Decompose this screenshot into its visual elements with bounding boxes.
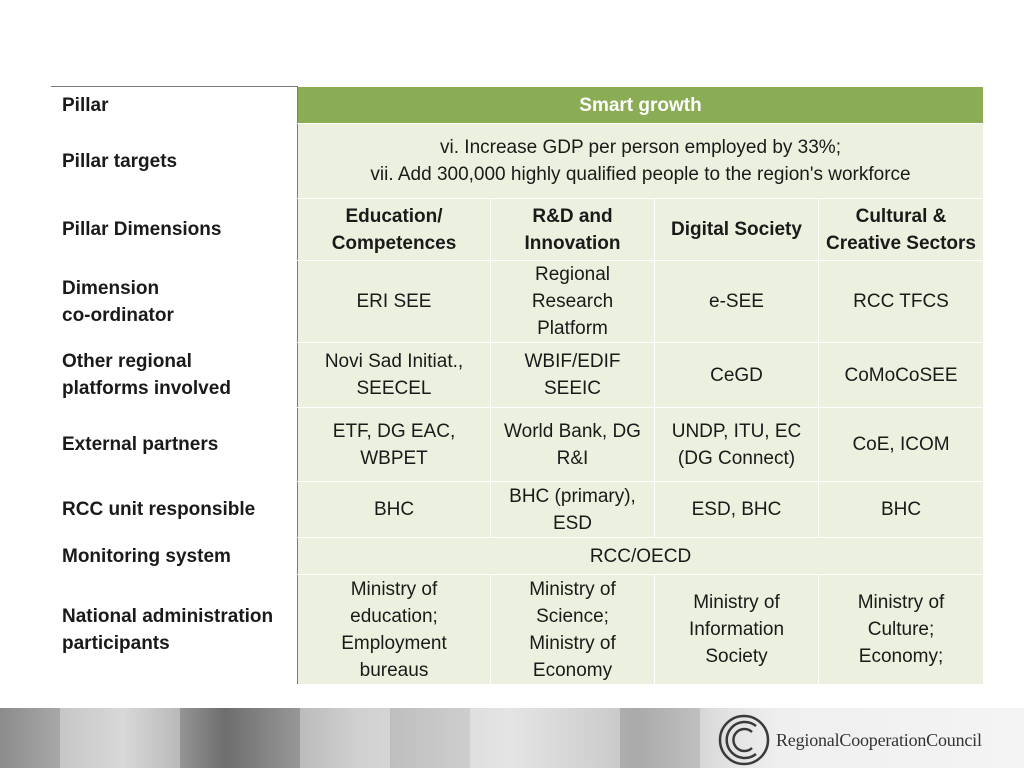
- cell-line: BHC: [373, 499, 415, 520]
- cell-line: Culture;: [867, 619, 935, 640]
- row-external-partners: [52, 408, 984, 482]
- cell-line: CeGD: [710, 364, 763, 386]
- cell-line: ESD, BHC: [691, 499, 782, 520]
- national-cell: [298, 575, 491, 685]
- cell-line: Other regional: [62, 351, 192, 372]
- cell-line: RCC TFCS: [853, 291, 949, 312]
- platform-cell: [819, 343, 984, 408]
- cell-line: Dimension: [62, 277, 160, 299]
- target-line: vi. Increase GDP per person employed by 33%;: [440, 137, 841, 158]
- cell-line: Creative Sectors: [826, 232, 976, 254]
- cell-line: ETF, DG EAC, WBPET: [332, 420, 456, 469]
- unit-responsible-label: RCC unit responsible: [52, 482, 298, 538]
- cell-line: Information: [688, 619, 785, 640]
- cell-line: Society: [705, 646, 768, 667]
- cell-line: Employment: [341, 632, 447, 654]
- other-platforms-label: [52, 343, 298, 408]
- cell-line: R&D and: [532, 205, 613, 227]
- dimension-cell: [491, 199, 655, 261]
- platform-cell: [298, 343, 491, 408]
- cell-line: Platform: [537, 318, 608, 339]
- cell-line: BHC: [880, 499, 922, 520]
- coordinator-cell: [655, 261, 819, 343]
- cell-line: BHC (primary),: [509, 485, 636, 507]
- row-national: [52, 575, 984, 685]
- cell-line: ERI SEE: [356, 291, 432, 312]
- cell-line: education;: [350, 605, 438, 627]
- cell-line: Ministry of: [857, 592, 945, 613]
- targets-value: [298, 124, 984, 199]
- cell-line: National administration: [62, 605, 274, 627]
- partner-cell: [491, 408, 655, 482]
- dimensions-label: Pillar Dimensions: [52, 199, 298, 261]
- dimension-cell: [819, 199, 984, 261]
- external-partners-label: External partners: [52, 408, 298, 482]
- row-unit-responsible: [52, 482, 984, 538]
- cell-line: Ministry of: [529, 578, 616, 600]
- partner-cell: [655, 408, 819, 482]
- cell-line: Economy: [532, 659, 613, 681]
- cell-line: CoE, ICOM: [852, 434, 950, 455]
- cell-line: participants: [62, 632, 170, 654]
- cell-line: SEEIC: [543, 378, 602, 399]
- dimension-cell: [655, 199, 819, 261]
- cell-line: Digital Society: [671, 219, 802, 240]
- national-cell: [819, 575, 984, 685]
- unit-cell: [819, 482, 984, 538]
- national-cell: [491, 575, 655, 685]
- cell-line: Ministry of: [529, 632, 616, 654]
- cell-line: World Bank, DG: [504, 420, 641, 442]
- unit-cell: [655, 482, 819, 538]
- cell-line: Innovation: [524, 232, 621, 254]
- cell-line: Education/: [345, 205, 443, 227]
- cell-line: UNDP, ITU, EC: [671, 420, 802, 442]
- monitoring-value: RCC/OECD: [298, 538, 984, 575]
- rcc-logo-text: RegionalCooperationCouncil: [776, 730, 982, 750]
- row-coordinator: [52, 261, 984, 343]
- row-dimensions: [52, 199, 984, 261]
- pillar-value: Smart growth: [298, 87, 984, 124]
- target-line: vii. Add 300,000 highly qualified people to the region's workforce: [370, 164, 911, 185]
- cell-line: Research: [531, 291, 614, 312]
- cell-line: SEECEL: [356, 378, 432, 399]
- cell-line: Economy;: [858, 646, 944, 667]
- row-monitoring: [52, 538, 984, 575]
- cell-line: WBIF/EDIF: [524, 351, 621, 372]
- unit-cell: [298, 482, 491, 538]
- cell-line: Regional: [535, 264, 610, 285]
- partner-cell: [819, 408, 984, 482]
- rcc-logo-icon: [716, 712, 772, 766]
- cell-line: Ministry of: [693, 592, 780, 613]
- cell-line: Ministry of: [350, 578, 438, 600]
- cell-line: ESD: [552, 512, 593, 534]
- cell-line: CoMoCoSEE: [844, 364, 958, 386]
- platform-cell: [655, 343, 819, 408]
- coordinator-label: [52, 261, 298, 343]
- unit-cell: [491, 482, 655, 538]
- cell-line: co-ordinator: [62, 304, 174, 326]
- coordinator-cell: [298, 261, 491, 343]
- dimension-cell: [298, 199, 491, 261]
- pillar-table: [51, 86, 984, 685]
- cell-line: R&I: [556, 447, 589, 469]
- platform-cell: [491, 343, 655, 408]
- national-cell: [655, 575, 819, 685]
- coordinator-cell: [819, 261, 984, 343]
- targets-label: Pillar targets: [52, 124, 298, 199]
- national-label: [52, 575, 298, 685]
- monitoring-label: Monitoring system: [52, 538, 298, 575]
- cell-line: Novi Sad Initiat.,: [324, 351, 464, 372]
- pillar-label: Pillar: [52, 87, 298, 124]
- row-other-platforms: [52, 343, 984, 408]
- cell-line: e-SEE: [709, 291, 764, 312]
- row-targets: [52, 124, 984, 199]
- cell-line: Cultural &: [855, 205, 947, 227]
- cell-line: platforms involved: [62, 378, 231, 399]
- row-pillar: [52, 87, 984, 124]
- cell-line: Science;: [536, 605, 609, 627]
- coordinator-cell: [491, 261, 655, 343]
- cell-line: (DG Connect): [677, 447, 796, 469]
- partner-cell: [298, 408, 491, 482]
- cell-line: Competences: [331, 232, 457, 254]
- cell-line: bureaus: [359, 659, 429, 681]
